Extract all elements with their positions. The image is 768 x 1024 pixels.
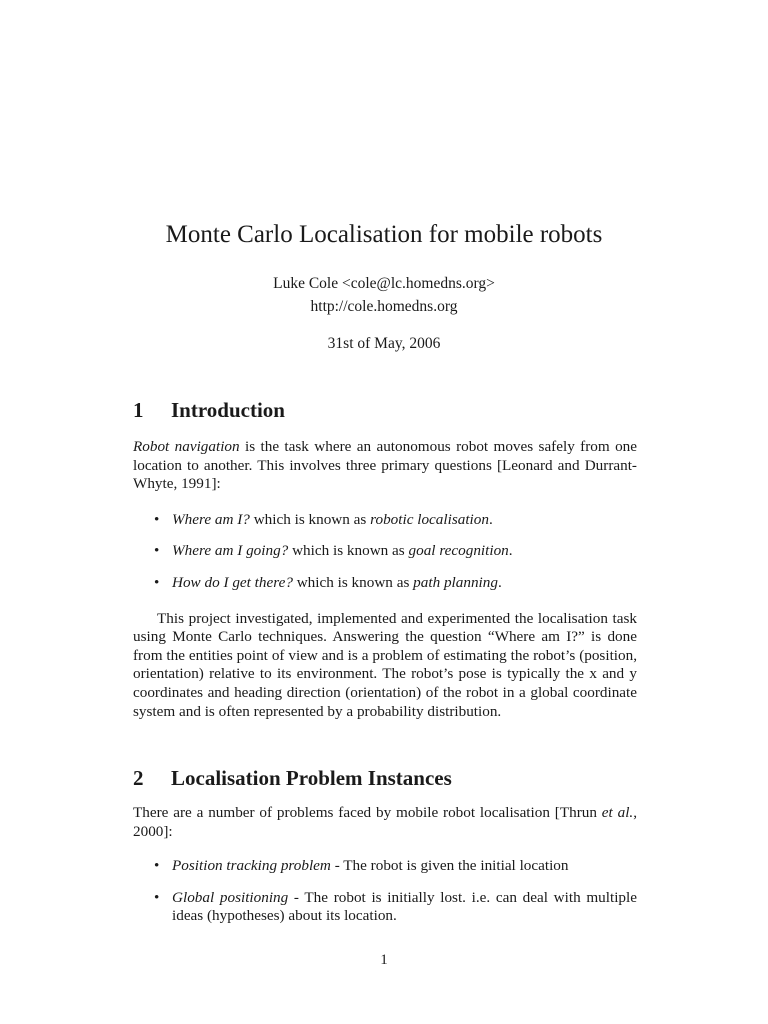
emphasis-text: Position tracking problem: [172, 857, 331, 875]
list-item: [133, 889, 637, 926]
list-item: [133, 857, 637, 876]
list-text: .: [497, 573, 502, 591]
paragraph-text: is the task where an autonomous robot moves safely from one location to another. This involves three primary questions [Leonard and Durrant-Whyte, 1991]:: [133, 438, 637, 493]
section-heading: [133, 764, 637, 792]
list-text: which is known as: [288, 542, 409, 560]
author-url: http://cole.homedns.org: [310, 298, 458, 315]
emphasis-text: et al.: [601, 804, 634, 821]
author-block: [0, 272, 768, 318]
emphasis-text: path planning: [413, 573, 498, 591]
list-item: [133, 511, 637, 530]
paragraph-text: , 2000]:: [133, 804, 638, 840]
author-line: Luke Cole <cole@lc.homedns.org>: [273, 275, 495, 292]
section-number: 2: [133, 766, 144, 790]
emphasis-text: robotic localisation: [370, 510, 489, 528]
intro-paragraph: [133, 804, 637, 841]
section-heading: [133, 396, 637, 424]
paper-date: 31st of May, 2006: [327, 335, 441, 352]
question-list: [133, 511, 637, 593]
bullet-glyph: •: [154, 573, 160, 591]
list-text: .: [488, 510, 493, 528]
list-text: .: [508, 542, 513, 560]
section-introduction: [133, 396, 637, 721]
intro-paragraph: [133, 438, 637, 494]
emphasis-text: goal recognition: [408, 542, 509, 560]
problem-list: [133, 857, 637, 926]
bullet-glyph: •: [154, 510, 160, 528]
emphasis-text: Where am I going?: [172, 542, 289, 560]
bullet-glyph: •: [154, 857, 160, 875]
bullet-glyph: •: [154, 888, 160, 906]
section-problem-instances: [133, 764, 637, 926]
body-paragraph: This project investigated, implemented and experimented the localisation task using Monte Carlo techniques. Answering the question “Where am I?” is done from the entities point of view and is a problem of estimating the robot’s (position, orientation) relative to its environment. The robot’s pose is typically the x and y coordinates and heading direction (orientation) of the robot in a global coordinate system and is often represented by a probability distribution.: [133, 609, 637, 720]
list-item: [133, 574, 637, 593]
bullet-glyph: •: [154, 542, 160, 560]
list-text: which is known as: [249, 510, 371, 528]
section-title: Localisation Problem Instances: [171, 766, 452, 790]
emphasis-text: Robot navigation: [133, 438, 240, 455]
list-item: [133, 542, 637, 561]
list-text: - The robot is given the initial location: [330, 857, 569, 875]
paragraph-text: There are a number of problems faced by mobile robot localisation [Thrun: [133, 804, 602, 821]
emphasis-text: Where am I?: [172, 510, 250, 528]
paper-title: Monte Carlo Localisation for mobile robots: [165, 221, 603, 248]
list-text: which is known as: [292, 573, 414, 591]
emphasis-text: Global positioning: [172, 888, 289, 906]
list-text: - The robot is initially lost. i.e. can deal with multiple ideas (hypotheses) about its location.: [172, 888, 637, 925]
section-number: 1: [133, 398, 144, 422]
section-title: Introduction: [171, 398, 285, 422]
emphasis-text: How do I get there?: [172, 573, 293, 591]
page-number: 1: [380, 952, 388, 968]
